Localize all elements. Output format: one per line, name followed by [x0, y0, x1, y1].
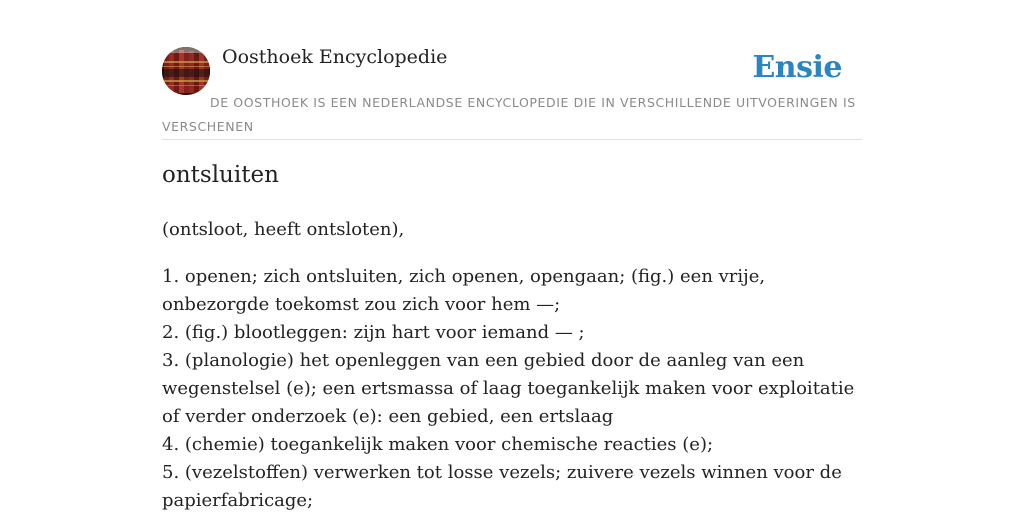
definition-3: 3. (planologie) het openleggen van een gebied door de aanleg van een wegenstelsel (e); een ertsmassa of laag toegankelijk maken voor exploitatie of verder onderzoek (e): een gebied, een ertslaag [162, 350, 855, 427]
definition-5: 5. (vezelstoffen) verwerken tot losse vezels; zuivere vezels winnen voor de papierfabricage; [162, 462, 842, 511]
definition-4: 4. (chemie) toegankelijk maken voor chemische reacties (e); [162, 434, 714, 455]
site-header [162, 0, 862, 140]
definition-2: 2. (fig.) blootleggen: zijn hart voor iemand — ; [162, 322, 585, 343]
brand-logo[interactable]: Ensie [752, 50, 842, 85]
entry-grammar: (ontsloot, heeft ontsloten), [162, 219, 405, 240]
content-container [162, 0, 862, 511]
bookshelf-avatar-icon[interactable] [162, 47, 210, 95]
entry-body [162, 216, 862, 512]
entry-definitions [162, 263, 862, 512]
definition-1: 1. openen; zich ontsluiten, zich openen, opengaan; (fig.) een vrije, onbezorgde toekomst zou zich voor hem —; [162, 266, 766, 315]
site-title[interactable]: Oosthoek Encyclopedie [222, 46, 448, 68]
site-subtitle: DE OOSTHOEK IS EEN NEDERLANDSE ENCYCLOPEDIE DIE IN VERSCHILLENDE UITVOERINGEN IS VERSCHENEN [162, 95, 856, 134]
entry-title: ontsluiten [162, 162, 279, 188]
